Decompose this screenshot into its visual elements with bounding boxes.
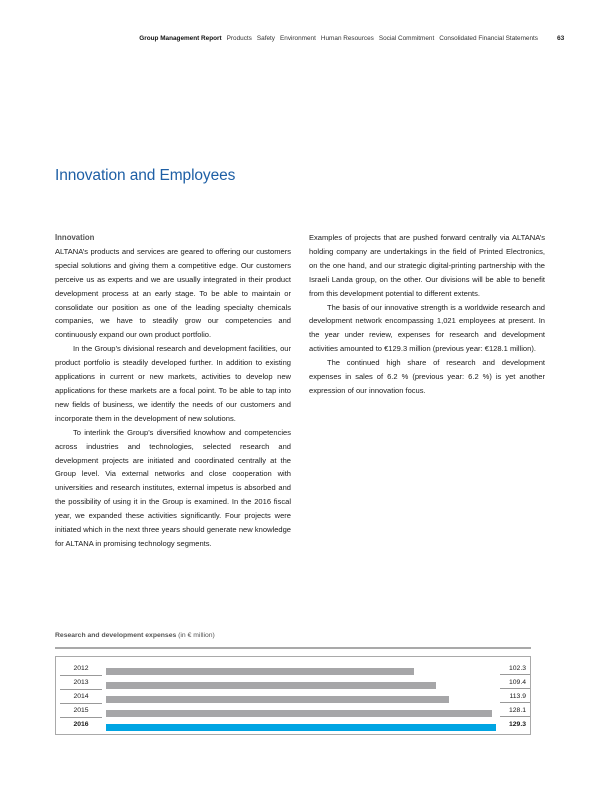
- page-number: 63: [557, 35, 565, 42]
- chart-divider: [55, 647, 531, 649]
- value-label: 113.9: [500, 691, 530, 703]
- paragraph: ALTANA’s products and services are geared to offering our customers special solutions and giving them a competitive edge. Our customers perceive us as experts and we are usually integrated in their product development process at an early stage. To be able to maintain or consolidate our position as one of the leading specialty chemicals companies, we have to steadily grow our competencies and continuously expand our own product portfolio.: [55, 246, 291, 340]
- running-header: [0, 33, 601, 45]
- nav-item[interactable]: Products: [226, 35, 252, 42]
- paragraph: To interlink the Group’s diversified knowhow and competencies across industries and technologies, selected research and development projects are initiated and coordinated centrally at the Group level. Via external networks and close cooperation with universities and research institutes, external impetus is absorbed and the possibility of using it in the Group is examined. In the 2016 fiscal year, we expanded these activities significantly. Four projects were initiated which in the next three years should generate new knowledge for ALTANA in promising technology segments.: [55, 427, 291, 548]
- chart-row: [56, 719, 530, 732]
- chart-title-text: Research and development expenses: [55, 632, 177, 639]
- bar: [106, 682, 436, 689]
- nav-item[interactable]: Group Management Report: [139, 35, 222, 42]
- value-label: 128.1: [500, 705, 530, 717]
- nav-item[interactable]: Environment: [280, 35, 316, 42]
- left-column: [55, 231, 291, 551]
- paragraph: Examples of projects that are pushed forward centrally via ALTANA’s holding company are undertakings in the field of Printed Electronics, on the one hand, and our strategic digital-printing partnership with the Israeli Landa group, on the other. Our divisions will be able to benefit from this development potential to different extents.: [309, 233, 545, 298]
- chart-row: [56, 705, 530, 718]
- section-nav: [134, 35, 538, 42]
- nav-item[interactable]: Human Resources: [320, 35, 374, 42]
- paragraph: The basis of our innovative strength is a worldwide research and development network encompassing 1,021 employees at present. In the year under review, expenses for research and development activities amounted to €129.3 million (previous year: €128.1 million).: [309, 302, 545, 354]
- chart-unit: (in € million): [178, 632, 215, 639]
- bar: [106, 668, 414, 675]
- nav-item[interactable]: Consolidated Financial Statements: [439, 35, 538, 42]
- value-label: 109.4: [500, 677, 530, 689]
- paragraph: The continued high share of research and development expenses in sales of 6.2 % (previous year: 6.2 %) is yet another expression of our innovation focus.: [309, 358, 545, 395]
- paragraph: In the Group’s divisional research and development facilities, our product portfolio is steadily developed further. In addition to existing applications in current or new markets, activities to develop new applications for these markets are a focal point. To be able to tap into new fields of business, we identify the needs of our customers and incorporate them in the development of new solutions.: [55, 344, 291, 423]
- chart-row: [56, 691, 530, 704]
- page-title: Innovation and Employees: [55, 167, 236, 184]
- chart-title: [55, 632, 215, 639]
- chart-row: [56, 677, 530, 690]
- value-label: 129.3: [508, 721, 526, 728]
- bar-chart: [55, 656, 531, 735]
- category-label: 2013: [60, 677, 102, 690]
- category-label: 2016: [73, 721, 89, 728]
- value-label: 102.3: [500, 663, 530, 675]
- bar: [106, 710, 492, 717]
- chart-row: [56, 663, 530, 676]
- right-column: [309, 231, 545, 398]
- bar: [106, 696, 449, 703]
- bar: [106, 724, 496, 731]
- nav-item[interactable]: Social Commitment: [378, 35, 435, 42]
- category-label: 2015: [60, 705, 102, 718]
- section-heading: Innovation: [55, 233, 95, 242]
- category-label: 2012: [60, 663, 102, 676]
- category-label: 2014: [60, 691, 102, 704]
- nav-item[interactable]: Safety: [256, 35, 275, 42]
